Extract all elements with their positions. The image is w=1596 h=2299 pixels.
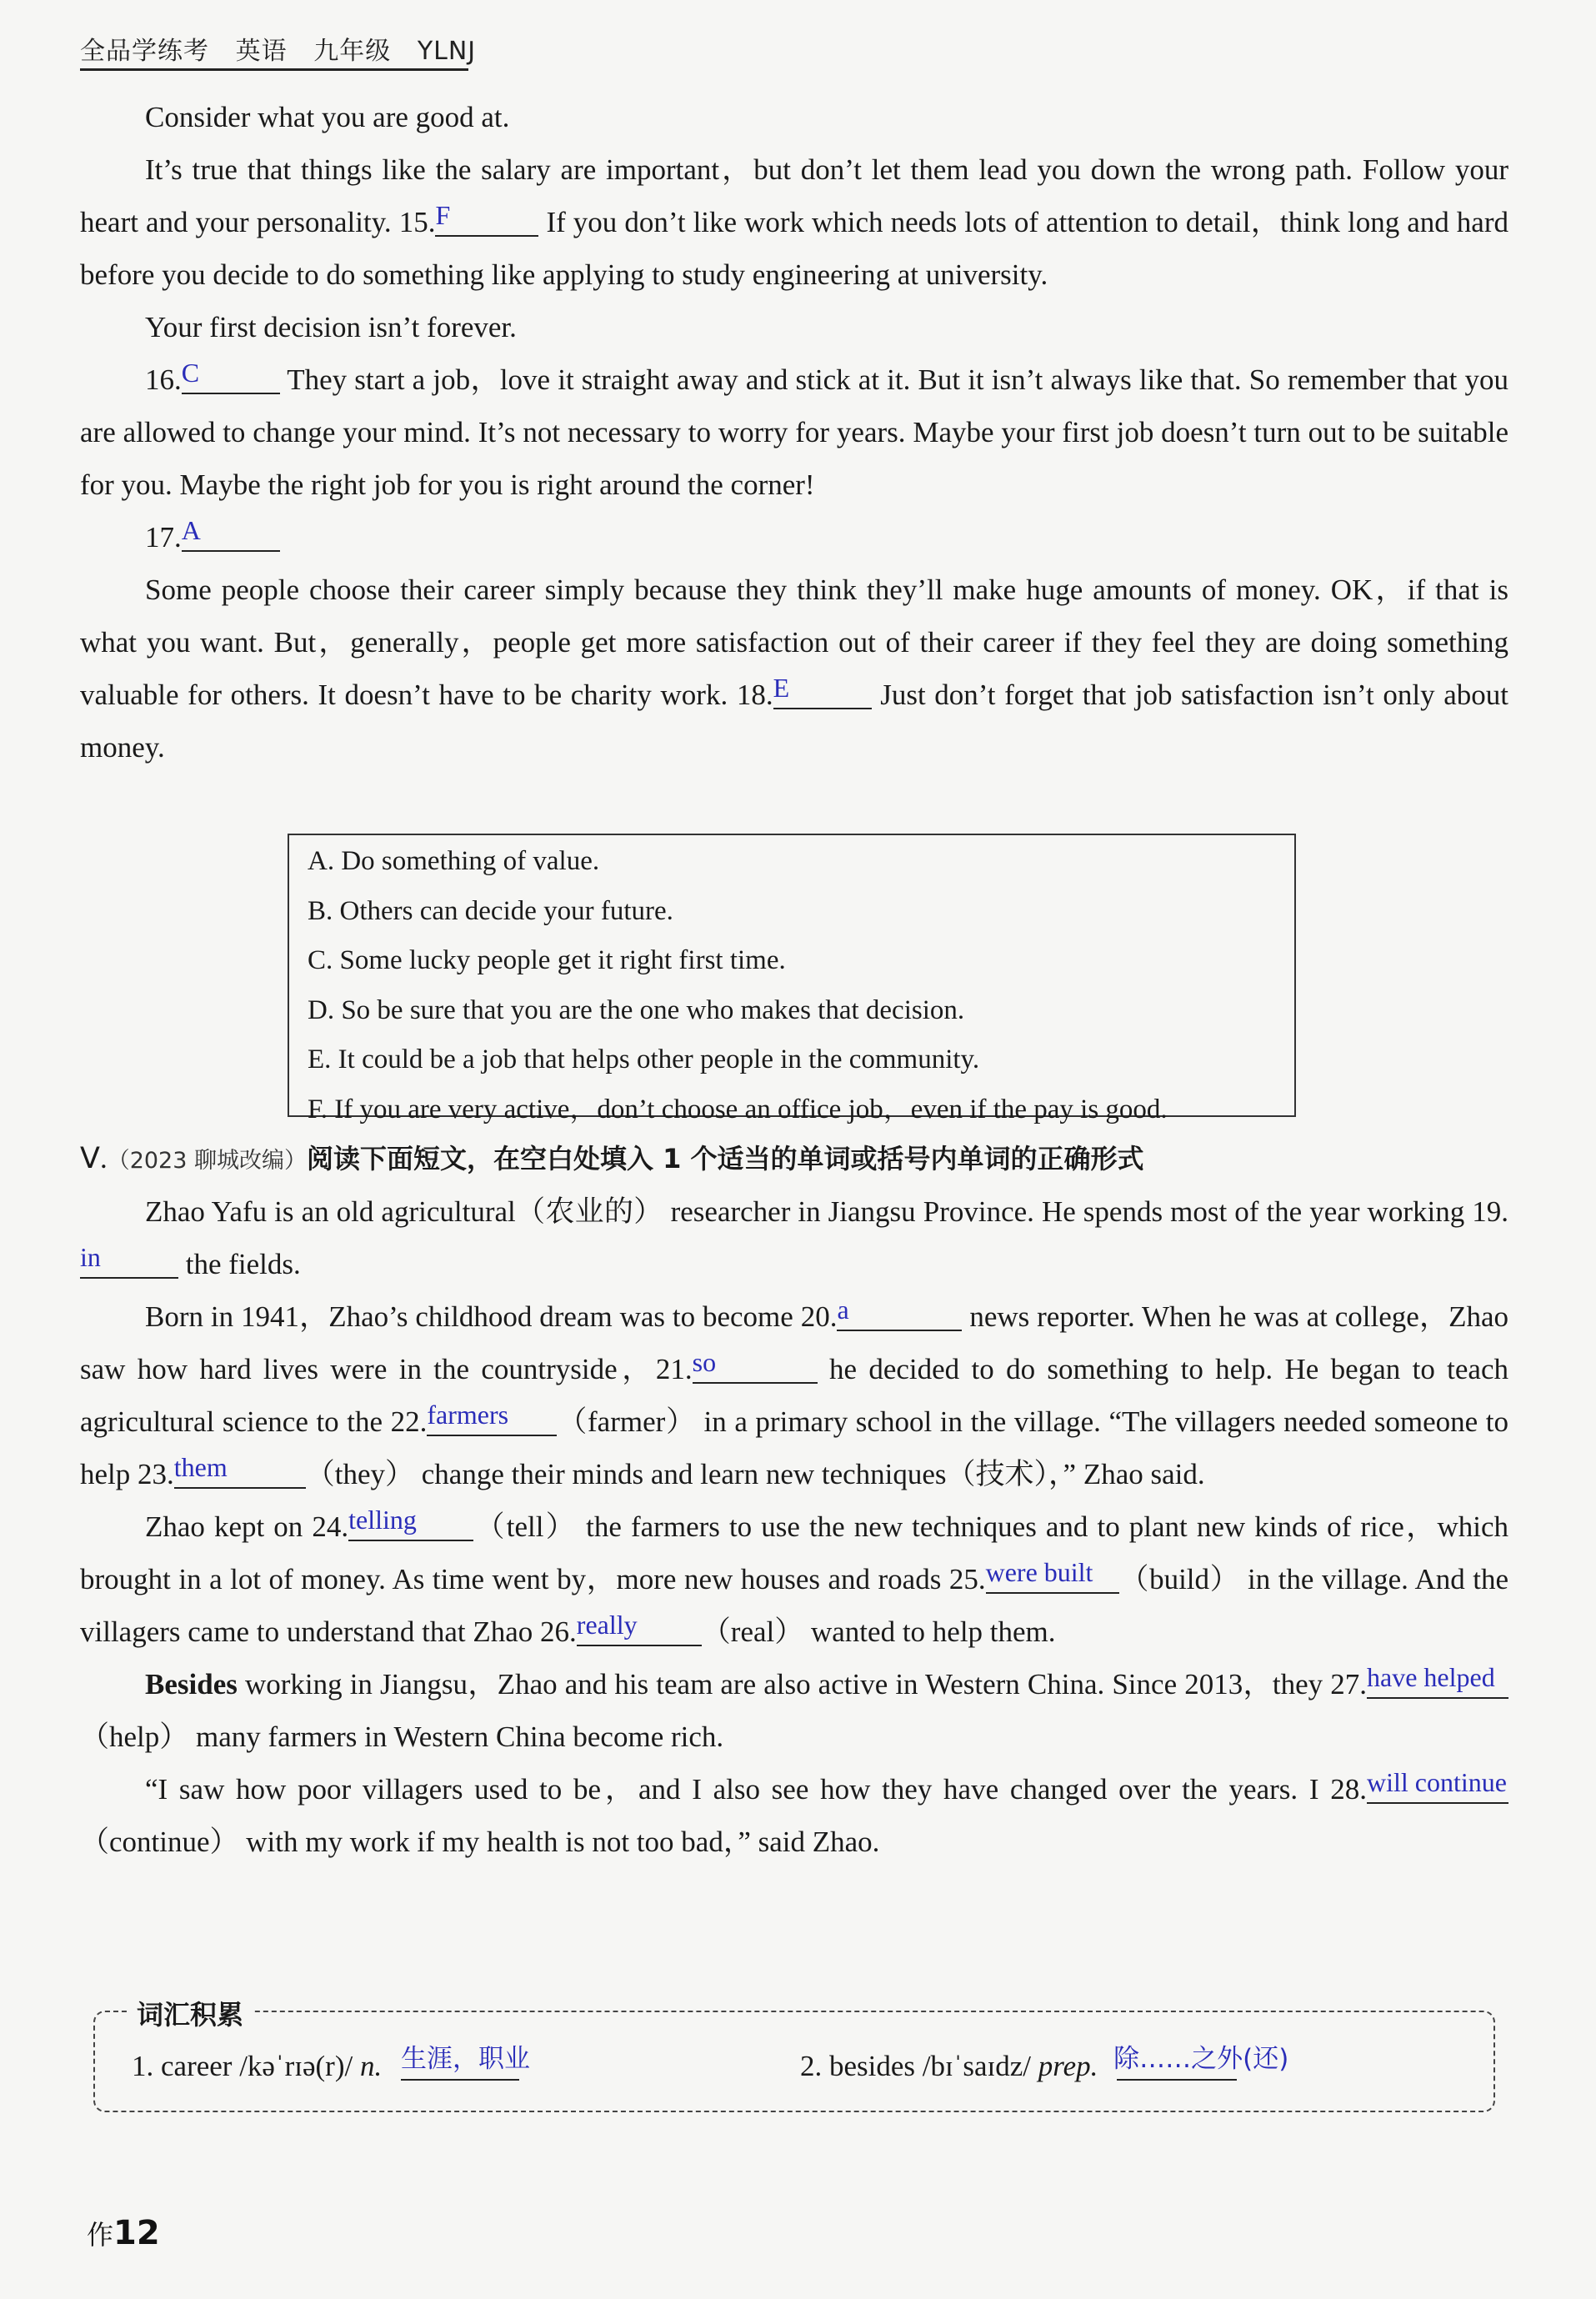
answer-blank-26[interactable] — [576, 1610, 702, 1646]
cloze-paragraph-3: Zhao kept on 24. telling （tell） the farmers to use the new techniques and to plant new kinds of rice，which brought in a lot of money. As time went by，more new houses and roads 25. were built （build） in the village. And the villagers came to understand that Zhao 26. really （real） wanted to help them. — [80, 1505, 1509, 1648]
answer-19: in — [80, 1242, 101, 1272]
section-title — [80, 1132, 1144, 1187]
book-title: 全品学练考 — [80, 37, 209, 66]
answer-blank-19[interactable] — [80, 1242, 178, 1279]
passage-heading-2: Your first decision isn’t forever. — [145, 311, 517, 343]
header-rule — [80, 68, 468, 71]
vocab-blank-1[interactable] — [400, 2044, 530, 2081]
footer-label: 作 — [87, 2219, 114, 2251]
vocab-answer-1: 生涯，职业 — [400, 2044, 530, 2074]
answer-24: telling — [348, 1505, 417, 1535]
answer-blank-27[interactable] — [1367, 1662, 1508, 1699]
answer-blank-28[interactable] — [1367, 1767, 1508, 1804]
option-f: F. If you are very active，don’t choose an office job，even if the pay is good. — [308, 1094, 1168, 1124]
vocabulary-box — [93, 1999, 1495, 2112]
grade-label: 九年级 — [313, 37, 392, 66]
vocab-item-career: 1. career /kəˈrɪə(r)/ n. 生涯，职业 — [132, 2044, 530, 2082]
passage-heading-1: Consider what you are good at. — [145, 101, 510, 133]
section-source: （2023 聊城改编） — [107, 1148, 307, 1174]
option-a: A. Do something of value. — [308, 846, 600, 876]
answer-blank-17[interactable] — [181, 515, 280, 552]
passage-paragraph-3: Some people choose their career simply because they think they’ll make huge amounts of money. OK，if that is what you want. But，generally，people get more satisfaction out of their career if they feel they are doing something valuable for others. It doesn’t have to be charity work. 18. E Just don’t forget that job satisfaction isn’t only about money. — [80, 573, 1508, 764]
answer-25: were built — [985, 1557, 1093, 1587]
section-number: Ⅴ. — [80, 1142, 108, 1175]
cloze-paragraph-5: “I saw how poor villagers used to be，and I also see how they have changed over the years. I 28. will continue （continue） with my work if my health is not too bad，” said Zhao. — [80, 1763, 1508, 1868]
cloze-paragraph-1: Zhao Yafu is an old agricultural（农业的） researcher in Jiangsu Province. He spends most of the year working 19. in the fields. — [80, 1195, 1508, 1280]
answer-15: F — [435, 200, 451, 230]
option-d: D. So be sure that you are the one who makes that decision. — [308, 994, 965, 1025]
answer-22: farmers — [427, 1400, 509, 1430]
cloze-passage — [80, 1185, 1508, 1868]
answer-20: a — [837, 1295, 849, 1325]
cloze-paragraph-4: Besides working in Jiangsu，Zhao and his team are also active in Western China. Since 2013，they 27. have helped （help） many farmers in Western China become rich. — [80, 1658, 1508, 1763]
section-instruction: 阅读下面短文，在空白处填入 1 个适当的单词或括号内单词的正确形式 — [307, 1143, 1144, 1175]
answer-blank-24[interactable] — [348, 1505, 473, 1541]
vocab-item-besides: 2. besides /bɪˈsaɪdz/ prep. 除……之外(还) — [800, 2044, 1289, 2082]
option-e: E. It could be a job that helps other people in the community. — [308, 1044, 980, 1074]
option-b: B. Others can decide your future. — [308, 895, 673, 926]
answer-blank-23[interactable] — [173, 1452, 306, 1489]
edition-label: YLNJ — [417, 37, 477, 66]
subject-label: 英语 — [235, 37, 288, 66]
answer-26: really — [576, 1610, 638, 1640]
cloze-paragraph-2: Born in 1941，Zhao’s childhood dream was to become 20. a news reporter. When he was at college，Zhao saw how hard lives were in the countryside，21. so he decided to do something to help. He began to teach agricultural science to the 22. farmers （farmer） in a primary school in the village. “The villagers needed someone to help 23. them （they） change their minds and learn new techniques（技术），” Zhao said. — [80, 1295, 1509, 1490]
answer-blank-25[interactable] — [985, 1557, 1119, 1594]
answer-blank-22[interactable] — [427, 1400, 557, 1436]
answer-17: A — [181, 515, 201, 545]
page-number: 12 — [113, 2214, 160, 2252]
answer-23: them — [173, 1452, 228, 1482]
vocabulary-title: 词汇积累 — [128, 1994, 252, 2032]
answer-27: have helped — [1367, 1662, 1495, 1692]
answer-blank-21[interactable] — [692, 1347, 818, 1384]
vocab-answer-2: 除……之外(还) — [1113, 2044, 1289, 2074]
answer-blank-15[interactable] — [435, 200, 538, 237]
answer-16: C — [181, 358, 200, 388]
vocab-blank-2[interactable] — [1113, 2044, 1289, 2081]
answer-18: E — [773, 673, 790, 703]
page-header — [80, 30, 476, 67]
answer-28: will continue — [1367, 1767, 1507, 1797]
question-17: 17. A — [80, 511, 1508, 563]
passage-paragraph-1: It’s true that things like the salary are important，but don’t let them lead you down the wrong path. Follow your heart and your personality. 15. F If you don’t like work which needs lots of attention to detail，think long and hard before you decide to do something like applying to study engineering at university. — [80, 153, 1508, 291]
reading-passage — [80, 91, 1508, 774]
passage-paragraph-2: 16. C They start a job，love it straight away and stick at it. But it isn’t always like that. So remember that you are allowed to change your mind. It’s not necessary to worry for years. Maybe your first job doesn’t turn out to be suitable for you. Maybe the right job for you is right around the corner! — [80, 358, 1508, 501]
options-box — [288, 834, 1296, 1124]
answer-blank-20[interactable] — [837, 1295, 962, 1331]
answer-blank-18[interactable] — [773, 673, 872, 709]
option-c: C. Some lucky people get it right first time. — [308, 945, 786, 975]
page-footer — [87, 2214, 160, 2252]
answer-blank-16[interactable] — [181, 358, 280, 394]
answer-21: so — [692, 1347, 717, 1377]
